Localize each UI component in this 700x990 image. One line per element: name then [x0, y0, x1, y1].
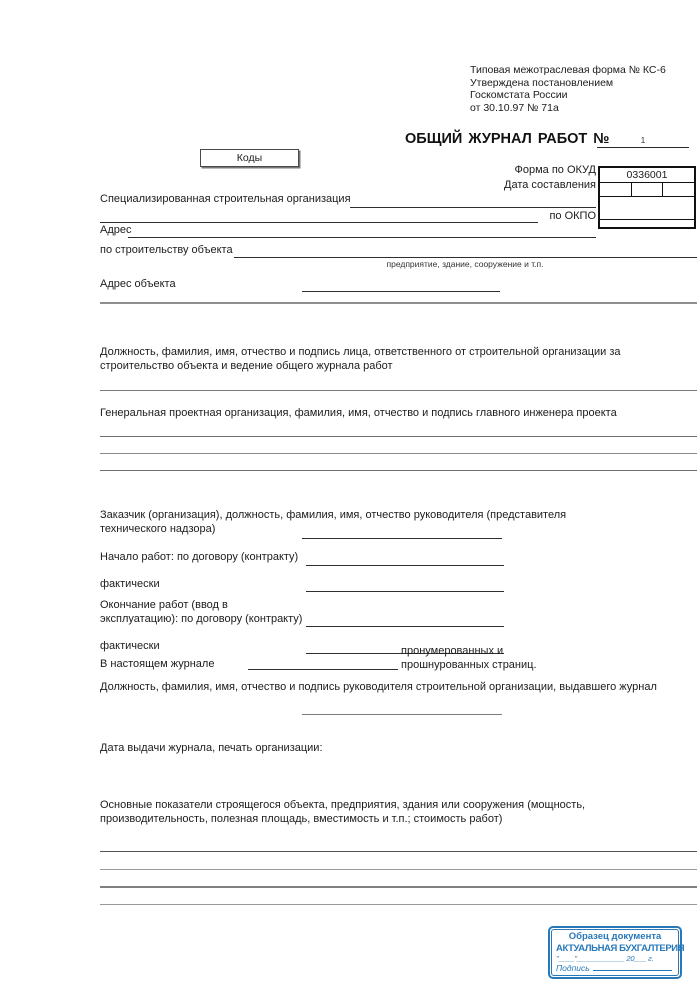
fill-line-spec-org — [350, 194, 596, 208]
fill-line-indicators-2 — [100, 869, 697, 870]
fill-line-start-actual — [306, 579, 504, 592]
fill-line-design-org-1 — [100, 436, 697, 437]
stamp-title: Образец документа — [568, 931, 662, 942]
empty-code-cell — [600, 220, 694, 230]
codes-table — [598, 166, 696, 229]
customer-line1: Заказчик (организация), должность, фамилия, имя, отчество руководителя (представителя — [100, 509, 567, 521]
date-cell — [632, 183, 664, 196]
okud-value-cell: 0336001 — [600, 168, 694, 183]
laced-pages-label: прошнурованных страниц. — [401, 659, 537, 671]
stamp-signature-row — [556, 963, 674, 973]
stamp-brand: АКТУАЛЬНАЯ БУХГАЛТЕРИЯ — [556, 942, 685, 954]
indicators-line2: производительность, полезная площадь, вместимость и т.п.; стоимость работ) — [100, 813, 503, 825]
fill-line-customer — [302, 526, 502, 539]
date-of-compilation-label: Дата составления — [504, 179, 596, 191]
fill-line-object-address — [302, 279, 500, 292]
section-divider-line — [100, 302, 697, 304]
date-cell — [600, 183, 632, 196]
codes-box — [200, 149, 299, 167]
journal-contains-label: В настоящем журнале — [100, 658, 215, 670]
fill-line-indicators-4 — [100, 904, 697, 905]
construction-object-label: по строительству объекта — [100, 244, 233, 256]
fill-line-address — [128, 225, 596, 238]
stamp-date-blank: "____"____________ 20___ г. — [556, 953, 654, 963]
form-reference-line: Утверждена постановлением — [470, 76, 614, 89]
date-cells-row — [600, 183, 694, 197]
actual-start-label: фактически — [100, 578, 160, 590]
stamp-signature-line — [593, 963, 672, 971]
fill-line-start-contract — [306, 552, 504, 566]
okpo-value-cell — [600, 197, 694, 220]
date-cell — [663, 183, 694, 196]
fill-line-end-contract — [306, 614, 504, 627]
fill-line-indicators-3 — [100, 886, 697, 888]
okud-label: Форма по ОКУД — [514, 164, 596, 176]
form-reference-line: от 30.10.97 № 71а — [470, 101, 559, 114]
responsible-person-line1: Должность, фамилия, имя, отчество и подпись лица, ответственного от строительной организации за — [100, 346, 621, 358]
stamp-signature-label: Подпись — [556, 963, 590, 973]
okpo-label: по ОКПО — [549, 210, 596, 222]
specialized-org-label: Специализированная строительная организация — [100, 193, 351, 205]
issuer-label: Должность, фамилия, имя, отчество и подпись руководителя строительной организации, выдавшего журнал — [100, 681, 657, 693]
object-address-label: Адрес объекта — [100, 278, 176, 290]
customer-line2: технического надзора) — [100, 523, 216, 535]
fill-line-design-org-3 — [100, 470, 697, 471]
issue-date-label: Дата выдачи журнала, печать организации: — [100, 742, 323, 754]
journal-number: 1 — [640, 136, 646, 145]
codes-box-label: Коды — [236, 152, 263, 164]
object-hint: предприятие, здание, сооружение и т.п. — [386, 259, 544, 269]
fill-line-design-org-2 — [100, 453, 697, 454]
sample-stamp-inner-border — [551, 929, 685, 976]
fill-line-indicators-1 — [100, 851, 697, 852]
actual-end-label: фактически — [100, 640, 160, 652]
form-reference-line: Типовая межотраслевая форма № КС-6 — [470, 64, 666, 76]
form-reference-block — [470, 64, 690, 114]
responsible-person-line2: строительство объекта и ведение общего журнала работ — [100, 360, 393, 372]
page-title: ОБЩИЙ ЖУРНАЛ РАБОТ № — [405, 131, 610, 147]
fill-line-issuer — [302, 700, 502, 715]
fill-line-responsible — [100, 390, 697, 391]
indicators-line1: Основные показатели строящегося объекта, предприятия, здания или сооружения (мощность, — [100, 799, 586, 811]
address-label: Адрес — [100, 224, 132, 236]
sample-stamp — [548, 926, 685, 979]
numbered-pages-label: пронумерованных и — [401, 645, 504, 657]
end-works-line2: эксплуатацию): по договору (контракту) — [100, 613, 303, 625]
fill-line-pages-count — [248, 658, 398, 670]
start-works-label: Начало работ: по договору (контракту) — [100, 551, 299, 563]
journal-number-line — [597, 135, 689, 148]
form-reference-line: Госкомстата России — [470, 89, 568, 101]
fill-line-construction-object — [234, 245, 697, 258]
end-works-line1: Окончание работ (ввод в — [100, 599, 228, 611]
general-design-org-label: Генеральная проектная организация, фамилия, имя, отчество и подпись главного инженера проекта — [100, 407, 617, 419]
